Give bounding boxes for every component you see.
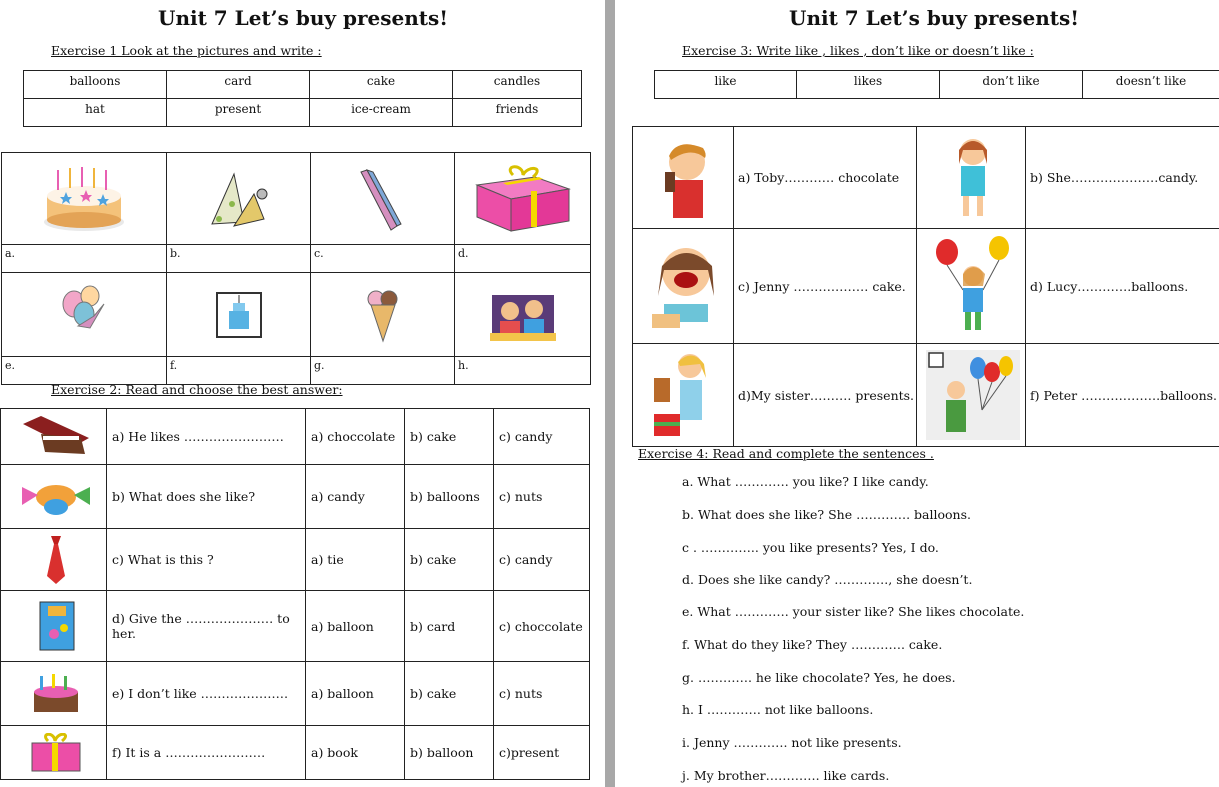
picture-grid: [1, 152, 591, 385]
picture-cell: [311, 273, 455, 357]
girl-dislike-icon: [941, 132, 1005, 224]
cake-icon: [41, 164, 127, 234]
exercise4-sentence: j. My brother…………. like cards.: [682, 768, 890, 783]
option-c: c) nuts: [494, 465, 590, 529]
question-text: c) What is this ?: [107, 529, 306, 591]
left-page-title: Unit 7 Let’s buy presents!: [158, 6, 449, 30]
exercise4-sentence: d. Does she like candy? …………., she doesn’t.: [682, 572, 973, 587]
exercise4-sentence: b. What does she like? She …………. balloons.: [682, 507, 971, 522]
picture-label: c.: [311, 245, 455, 273]
question-text: b) What does she like?: [107, 465, 306, 529]
sentence-text: b) She…………………candy.: [1026, 127, 1219, 229]
word-bank-cell: balloons: [24, 71, 167, 99]
picture-cell: [633, 344, 734, 447]
cake-icon: [28, 670, 84, 718]
card-icon: [34, 598, 78, 654]
option-b: b) cake: [405, 662, 494, 726]
picture-cell: [455, 273, 591, 357]
option-c: c) nuts: [494, 662, 590, 726]
option-b: b) cake: [405, 529, 494, 591]
table-row: [1, 465, 590, 529]
table-row: [1, 529, 590, 591]
picture-cell: [633, 127, 734, 229]
exercise4-sentence: h. I …………. not like balloons.: [682, 702, 874, 717]
picture-cell: [917, 229, 1026, 344]
exercise4-sentence: f. What do they like? They …………. cake.: [682, 637, 943, 652]
picture-cell: [917, 127, 1026, 229]
ice-cream-icon: [363, 285, 403, 345]
picture-cell: [2, 153, 167, 245]
picture-cell: [917, 344, 1026, 447]
word-bank-cell: present: [167, 99, 310, 127]
table-row: [1, 591, 590, 662]
balloons-icon: [54, 284, 114, 346]
option-c: c)present: [494, 726, 590, 780]
page-divider: [605, 0, 615, 787]
icon-cell: [1, 409, 107, 465]
picture-cell: [455, 153, 591, 245]
boy-chocolate-icon: [647, 132, 723, 224]
party-hat-icon: [204, 164, 274, 234]
sentence-text: d) Lucy………….balloons.: [1026, 229, 1219, 344]
option-b: b) balloon: [405, 726, 494, 780]
icon-cell: [1, 726, 107, 780]
exercise4-sentence: c . ………….. you like presents? Yes, I do.: [682, 540, 939, 555]
word-bank-cell: like: [655, 71, 797, 99]
exercise4-sentence: e. What …………. your sister like? She likes chocolate.: [682, 604, 1025, 619]
question-text: f) It is a ……………………: [107, 726, 306, 780]
exercise2-title: Exercise 2: Read and choose the best answer:: [51, 382, 343, 397]
table-row: [633, 344, 1219, 447]
option-b: b) card: [405, 591, 494, 662]
icon-cell: [1, 591, 107, 662]
right-page-title: Unit 7 Let’s buy presents!: [789, 6, 1080, 30]
friends-icon: [488, 285, 558, 345]
picture-cell: [167, 153, 311, 245]
word-bank-cell: friends: [453, 99, 582, 127]
question-text: e) I don’t like …………………: [107, 662, 306, 726]
table-row: [633, 229, 1219, 344]
word-bank-cell: doesn’t like: [1083, 71, 1219, 99]
exercise1-title: Exercise 1 Look at the pictures and write :: [51, 43, 322, 58]
question-text: d) Give the ………………… to her.: [107, 591, 306, 662]
word-bank-cell: ice-cream: [310, 99, 453, 127]
word-bank-cell: hat: [24, 99, 167, 127]
picture-label: b.: [167, 245, 311, 273]
exercise3-word-bank: [654, 70, 1219, 99]
word-bank-cell: candles: [453, 71, 582, 99]
exercise3-table: [632, 126, 1219, 447]
picture-cell: [167, 273, 311, 357]
present-icon: [473, 165, 573, 233]
picture-label: g.: [311, 357, 455, 385]
question-text: a) He likes ……………………: [107, 409, 306, 465]
tie-icon: [41, 534, 71, 586]
option-b: b) balloons: [405, 465, 494, 529]
option-c: c) candy: [494, 529, 590, 591]
picture-label: e.: [2, 357, 167, 385]
girl-present-icon: [642, 348, 728, 442]
exercise4-sentence: i. Jenny …………. not like presents.: [682, 735, 902, 750]
sentence-text: f) Peter ……………….balloons.: [1026, 344, 1219, 447]
option-a: a) candy: [306, 465, 405, 529]
exercise4-sentence: g. …………. he like chocolate? Yes, he does.: [682, 670, 956, 685]
picture-cell: [311, 153, 455, 245]
exercise3-title: Exercise 3: Write like , likes , don’t like or doesn’t like :: [682, 43, 1034, 58]
option-c: c) candy: [494, 409, 590, 465]
gift-icon: [26, 733, 86, 773]
option-a: a) choccolate: [306, 409, 405, 465]
chocolate-icon: [21, 414, 91, 460]
boy-balloons-icon: [926, 350, 1020, 440]
word-bank-cell: likes: [797, 71, 940, 99]
icon-cell: [1, 465, 107, 529]
picture-cell: [633, 229, 734, 344]
card-icon: [211, 287, 267, 343]
candles-icon: [353, 164, 413, 234]
sentence-text: c) Jenny ……………… cake.: [734, 229, 917, 344]
exercise4-title: Exercise 4: Read and complete the sentences .: [638, 446, 934, 461]
word-bank-cell: card: [167, 71, 310, 99]
exercise2-table: [0, 408, 590, 780]
picture-label: a.: [2, 245, 167, 273]
option-a: a) book: [306, 726, 405, 780]
word-bank-cell: don’t like: [940, 71, 1083, 99]
table-row: [1, 409, 590, 465]
table-row: [633, 127, 1219, 229]
option-c: c) choccolate: [494, 591, 590, 662]
picture-cell: [2, 273, 167, 357]
word-bank-cell: cake: [310, 71, 453, 99]
option-b: b) cake: [405, 409, 494, 465]
table-row: [1, 726, 590, 780]
option-a: a) tie: [306, 529, 405, 591]
icon-cell: [1, 529, 107, 591]
sentence-text: d)My sister………. presents.: [734, 344, 917, 447]
option-a: a) balloon: [306, 591, 405, 662]
candy-icon: [18, 473, 94, 521]
word-bank-table: [23, 70, 582, 127]
picture-label: h.: [455, 357, 591, 385]
exercise4-sentence: a. What …………. you like? I like candy.: [682, 474, 929, 489]
sentence-text: a) Toby………… chocolate: [734, 127, 917, 229]
picture-label: f.: [167, 357, 311, 385]
table-row: [1, 662, 590, 726]
option-a: a) balloon: [306, 662, 405, 726]
picture-label: d.: [455, 245, 591, 273]
girl-cake-icon: [642, 236, 728, 336]
icon-cell: [1, 662, 107, 726]
girl-balloons-icon: [933, 234, 1013, 338]
